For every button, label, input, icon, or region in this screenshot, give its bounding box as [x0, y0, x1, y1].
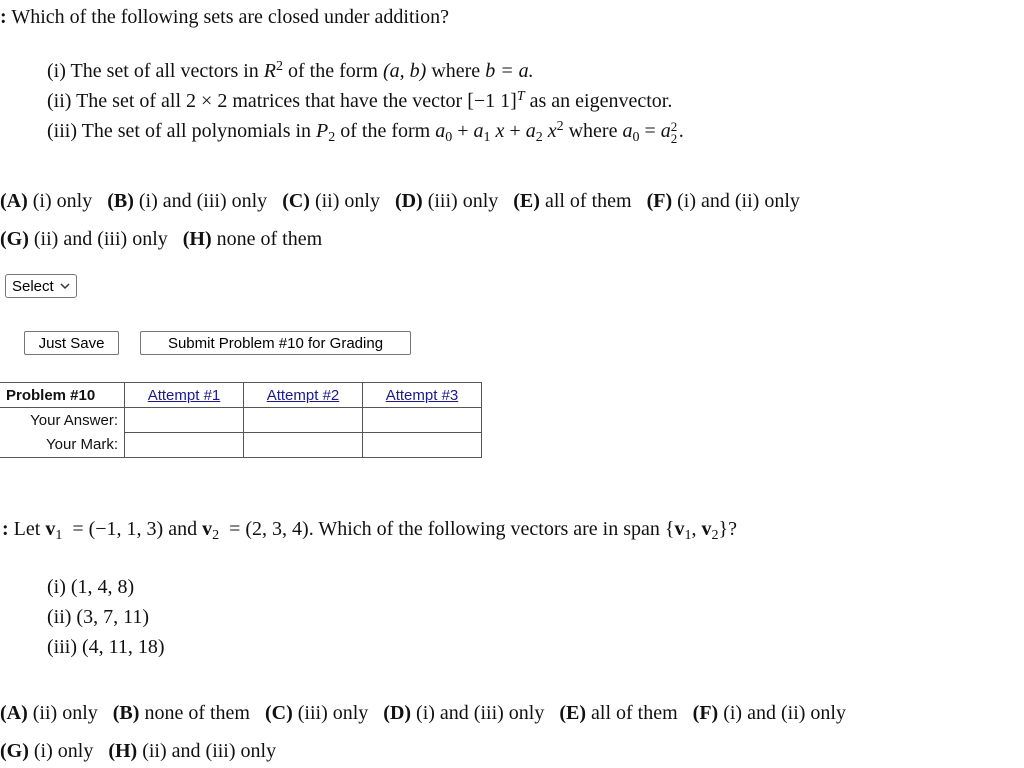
problem11-choices-line2 [0, 739, 276, 763]
attempt-3-link[interactable]: Attempt #3 [385, 386, 459, 404]
choice-h: (H) (ii) and (iii) only [108, 740, 277, 762]
choice-f: (F) (i) and (ii) only [646, 190, 800, 212]
choice-b: (B) none of them [112, 702, 250, 724]
problem11-item-ii: (ii) (3, 7, 11) [47, 606, 150, 628]
problem10-item-i: (i) The set of all vectors in $R^2$ of the form (a, b) where b = a. [47, 59, 534, 82]
select-value: Select [12, 277, 54, 295]
choice-b: (B) (i) and (iii) only [107, 190, 268, 212]
problem11-item-iii: (iii) (4, 11, 18) [47, 636, 165, 658]
answer-cell-3 [363, 408, 482, 433]
just-save-button[interactable]: Just Save [24, 331, 119, 355]
choice-f: (F) (i) and (ii) only [692, 702, 846, 724]
problem10-choices-line2 [0, 227, 322, 251]
choice-a: (A) (i) only [0, 190, 93, 212]
problem11-marker: : [2, 518, 9, 540]
mark-cell-3 [363, 433, 482, 458]
your-mark-label: Your Mark: [0, 433, 125, 458]
problem10-marker: : [0, 6, 7, 28]
mark-cell-2 [244, 433, 363, 458]
table-header: Problem #10 [0, 383, 125, 408]
answer-cell-2 [244, 408, 363, 433]
submit-button[interactable]: Submit Problem #10 for Grading [140, 331, 411, 355]
choice-c: (C) (iii) only [264, 702, 369, 724]
polynomial-form: $a_0 + a_1$ $x + a_2$ $x^2$ [435, 119, 564, 145]
answer-select[interactable] [5, 274, 77, 298]
problem10-question [0, 5, 449, 29]
attempts-table [0, 382, 482, 458]
choice-g: (G) (ii) and (iii) only [0, 228, 168, 250]
problem11-question: : Let $v_1 = (-1$, 1, 3) and $v_2 = (2$, 3, 4). Which of the following vectors are in span {$v_1$, $v_2$}? [2, 518, 737, 543]
attempt-1-link[interactable]: Attempt #1 [147, 386, 221, 404]
answer-cell-1 [125, 408, 244, 433]
choice-h: (H) none of them [182, 228, 323, 250]
attempt-2-link[interactable]: Attempt #2 [266, 386, 340, 404]
your-answer-label: Your Answer: [0, 408, 125, 433]
choice-g: (G) (i) only [0, 740, 94, 762]
choice-d: (D) (iii) only [394, 190, 499, 212]
choice-a: (A) (ii) only [0, 702, 98, 724]
polynomial-condition: $a_0 = a$ 2 2 . [622, 119, 684, 146]
problem11-choices-line1 [0, 701, 846, 725]
mark-cell-1 [125, 433, 244, 458]
choice-d: (D) (i) and (iii) only [383, 702, 545, 724]
problem10-choices-line1 [0, 189, 800, 213]
chevron-down-icon [60, 281, 70, 291]
choice-c: (C) (ii) only [282, 190, 380, 212]
choice-e: (E) all of them [559, 702, 678, 724]
choice-e: (E) all of them [513, 190, 632, 212]
problem11-item-i: (i) (1, 4, 8) [47, 576, 135, 598]
problem10-question-text: Which of the following sets are closed under addition? [11, 6, 449, 28]
problem10-item-iii: (iii) The set of all polynomials in $P_2$ of the form $a_0 + a_1$ $x + a_2$ $x^2$ where $a_0 = a$ 2 2 . [47, 119, 684, 146]
problem10-item-ii: (ii) The set of all 2 × 2 matrices that have the vector [−1 1]$^T$ as an eigenvector. [47, 89, 673, 112]
